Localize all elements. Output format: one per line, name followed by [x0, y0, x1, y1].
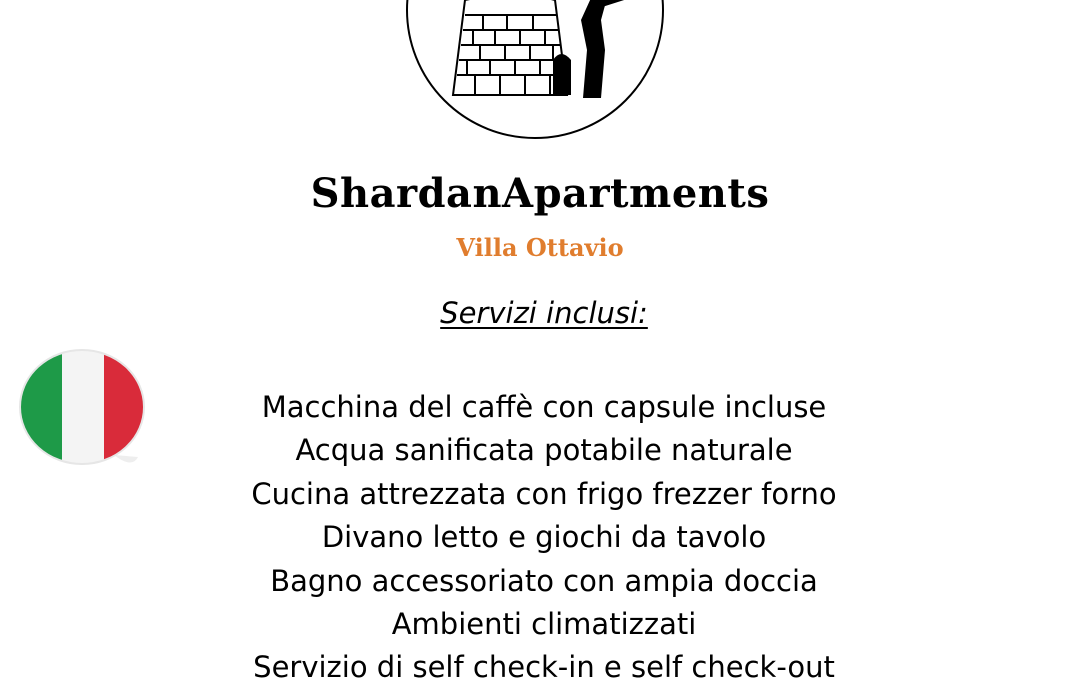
service-item-coffee: Macchina del caffè con capsule incluse — [261, 390, 827, 424]
services-list — [0, 386, 1080, 690]
brand-subtitle: Villa Ottavio — [456, 233, 624, 262]
service-item-kitchen: Cucina attrezzata con frigo frezzer forno — [251, 476, 837, 511]
service-item-sofa-bed: Divano letto e giochi da tavolo — [321, 520, 767, 555]
nuraghe-logo-icon — [395, 0, 675, 150]
services-heading: Servizi inclusi: — [440, 296, 648, 330]
logo — [395, 0, 675, 150]
service-item-self-check-in: Servizio di self check-in e self check-out — [253, 650, 835, 685]
brand-name: ShardanApartments — [310, 170, 770, 217]
service-item-water: Acqua sanificata potabile naturale — [295, 433, 793, 468]
service-item-bathroom: Bagno accessoriato con ampia doccia — [270, 563, 818, 598]
service-item-air-conditioning: Ambienti climatizzati — [391, 606, 697, 641]
